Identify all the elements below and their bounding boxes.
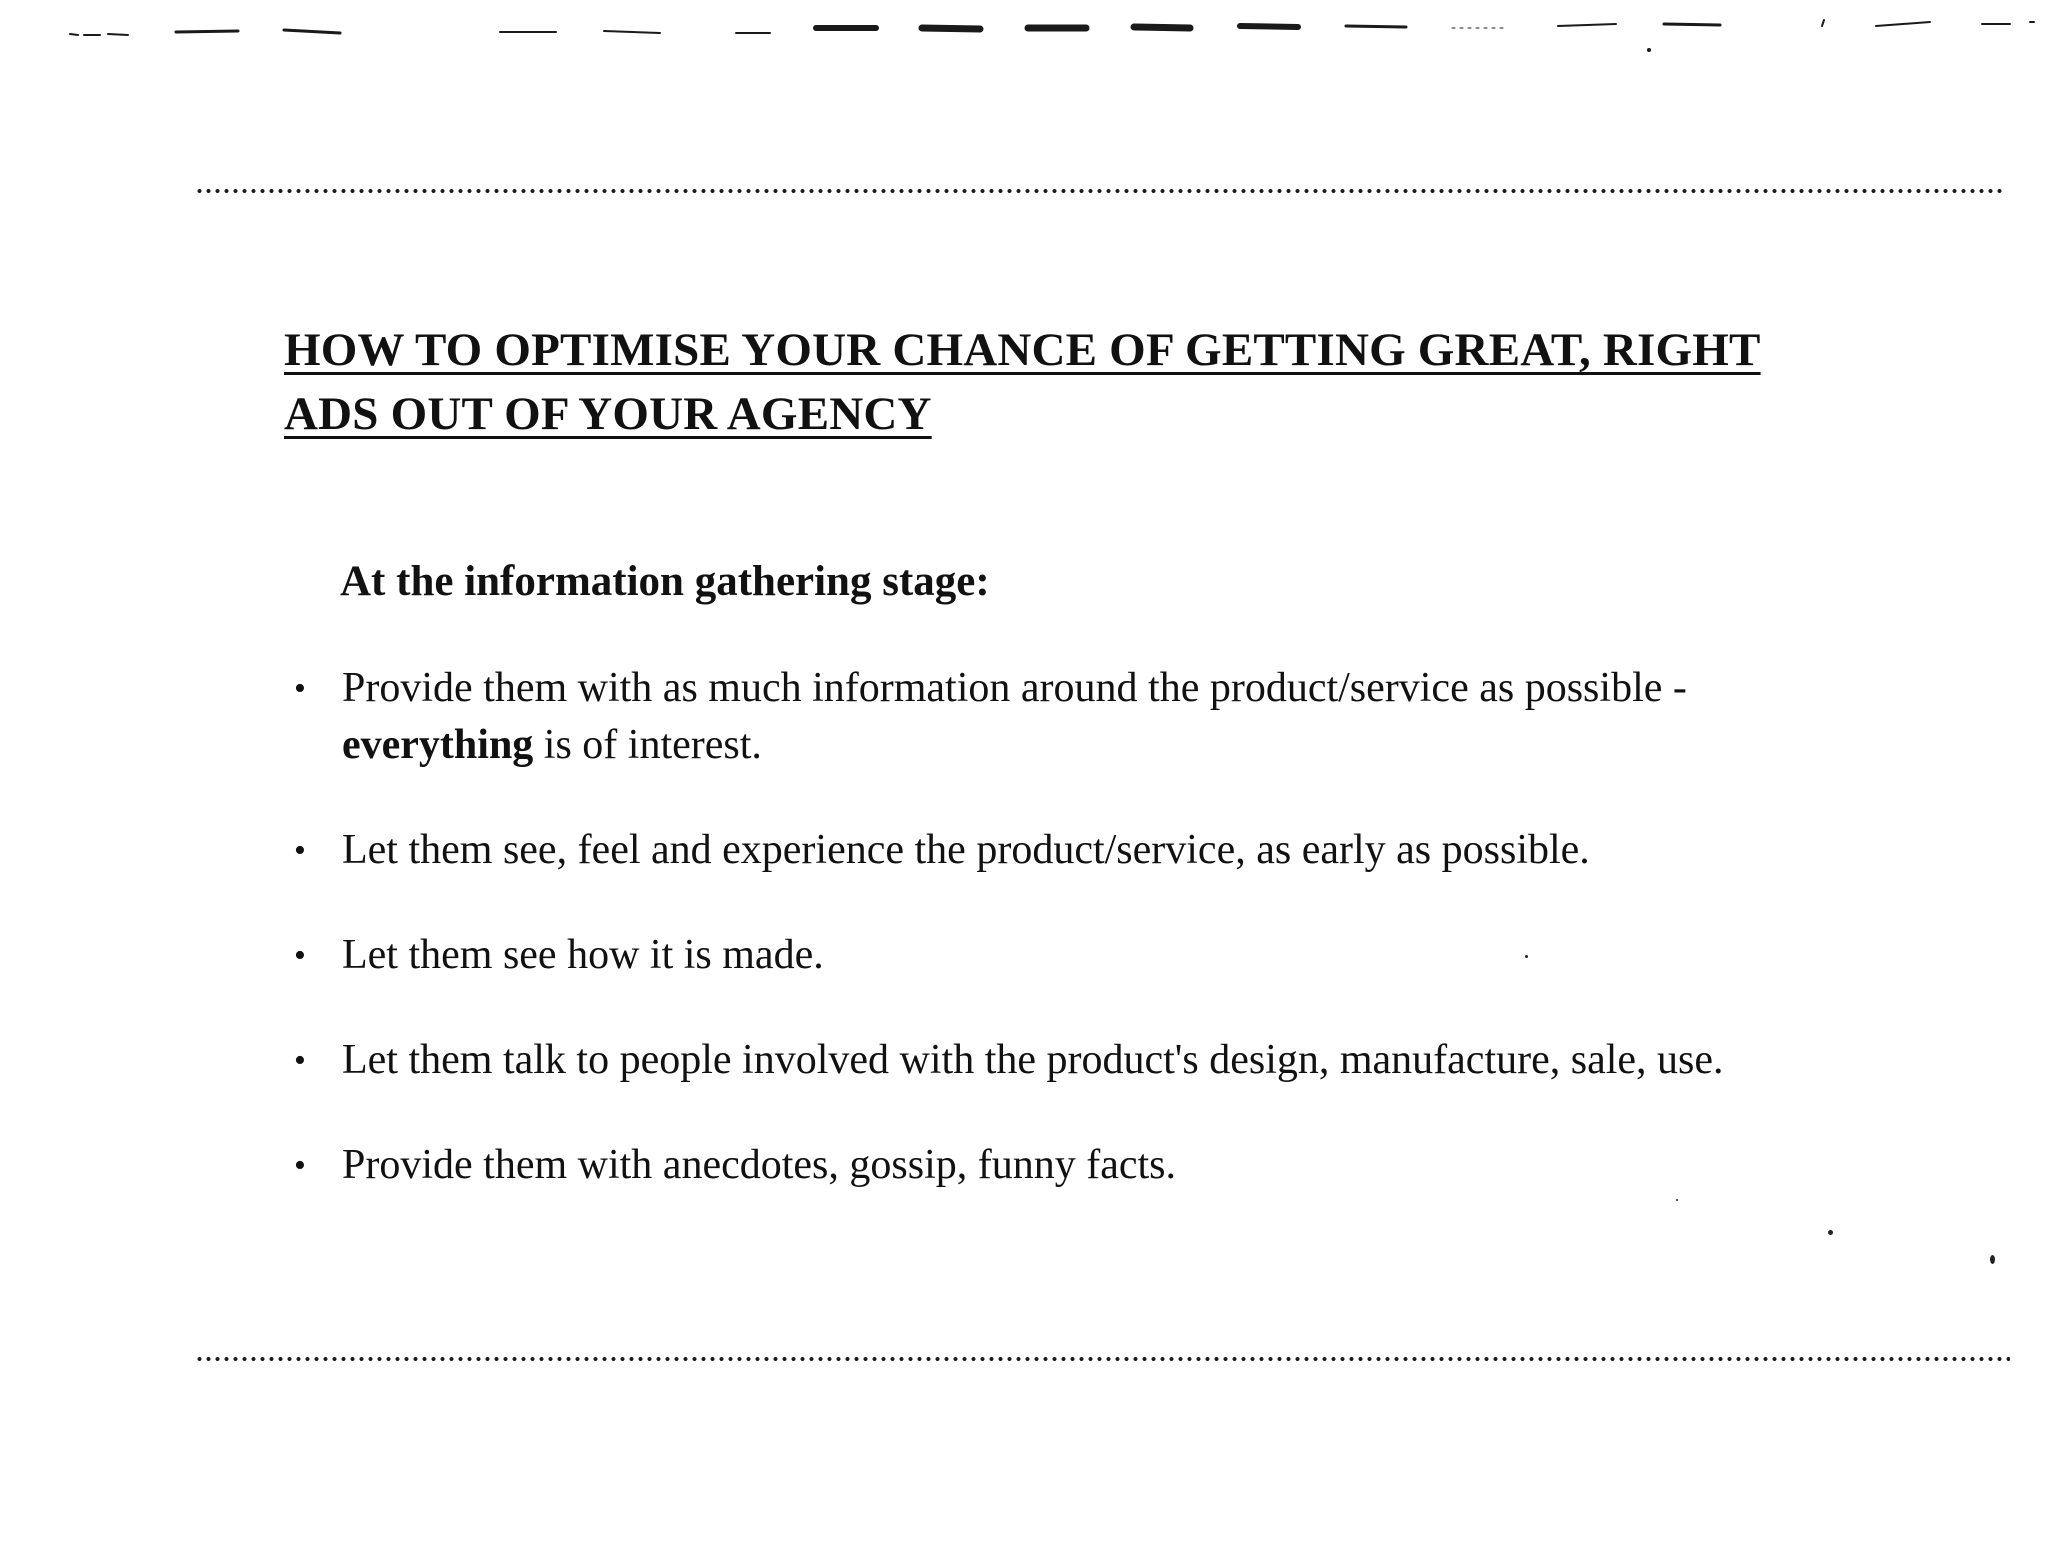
page-title bbox=[284, 318, 2024, 446]
bullet-icon: • bbox=[294, 937, 306, 974]
scan-speck bbox=[1990, 1255, 1995, 1264]
bullet-item-3 bbox=[288, 927, 1988, 984]
bullet-icon: • bbox=[294, 1147, 306, 1184]
scanned-top-edge-marks bbox=[0, 0, 2048, 60]
bullet-text: Let them see how it is made. bbox=[342, 932, 824, 978]
bullet-item-2 bbox=[288, 822, 1988, 879]
bullet-text: Provide them with anecdotes, gossip, funny facts. bbox=[342, 1142, 1177, 1188]
title-line-2: ADS OUT OF YOUR AGENCY bbox=[284, 388, 932, 440]
bottom-dotted-rule bbox=[195, 1356, 2010, 1362]
bullet-icon: • bbox=[294, 832, 306, 869]
bullet-text: Provide them with as much information around the product/service as possible - bbox=[342, 665, 1687, 711]
section-subheading: At the information gathering stage: bbox=[340, 558, 990, 605]
top-dotted-rule bbox=[195, 188, 2005, 194]
bullet-item-4 bbox=[288, 1032, 1988, 1089]
bullet-list bbox=[288, 660, 1988, 1242]
bullet-icon: • bbox=[294, 670, 306, 707]
scan-speck bbox=[1828, 1230, 1833, 1235]
title-line-1: HOW TO OPTIMISE YOUR CHANCE OF GETTING GREAT, RIGHT bbox=[284, 324, 1761, 376]
scan-speck bbox=[1676, 1199, 1678, 1201]
bullet-item-1 bbox=[288, 660, 1988, 774]
bullet-text: Let them see, feel and experience the product/service, as early as possible. bbox=[342, 827, 1590, 873]
bullet-icon: • bbox=[294, 1042, 306, 1079]
bullet-emphasis: everything bbox=[342, 722, 534, 768]
bullet-text-continued: is of interest. bbox=[533, 722, 762, 768]
bullet-item-5 bbox=[288, 1137, 1988, 1194]
bullet-text: Let them talk to people involved with the product's design, manufacture, sale, use. bbox=[342, 1037, 1724, 1083]
scan-speck bbox=[1525, 955, 1528, 958]
